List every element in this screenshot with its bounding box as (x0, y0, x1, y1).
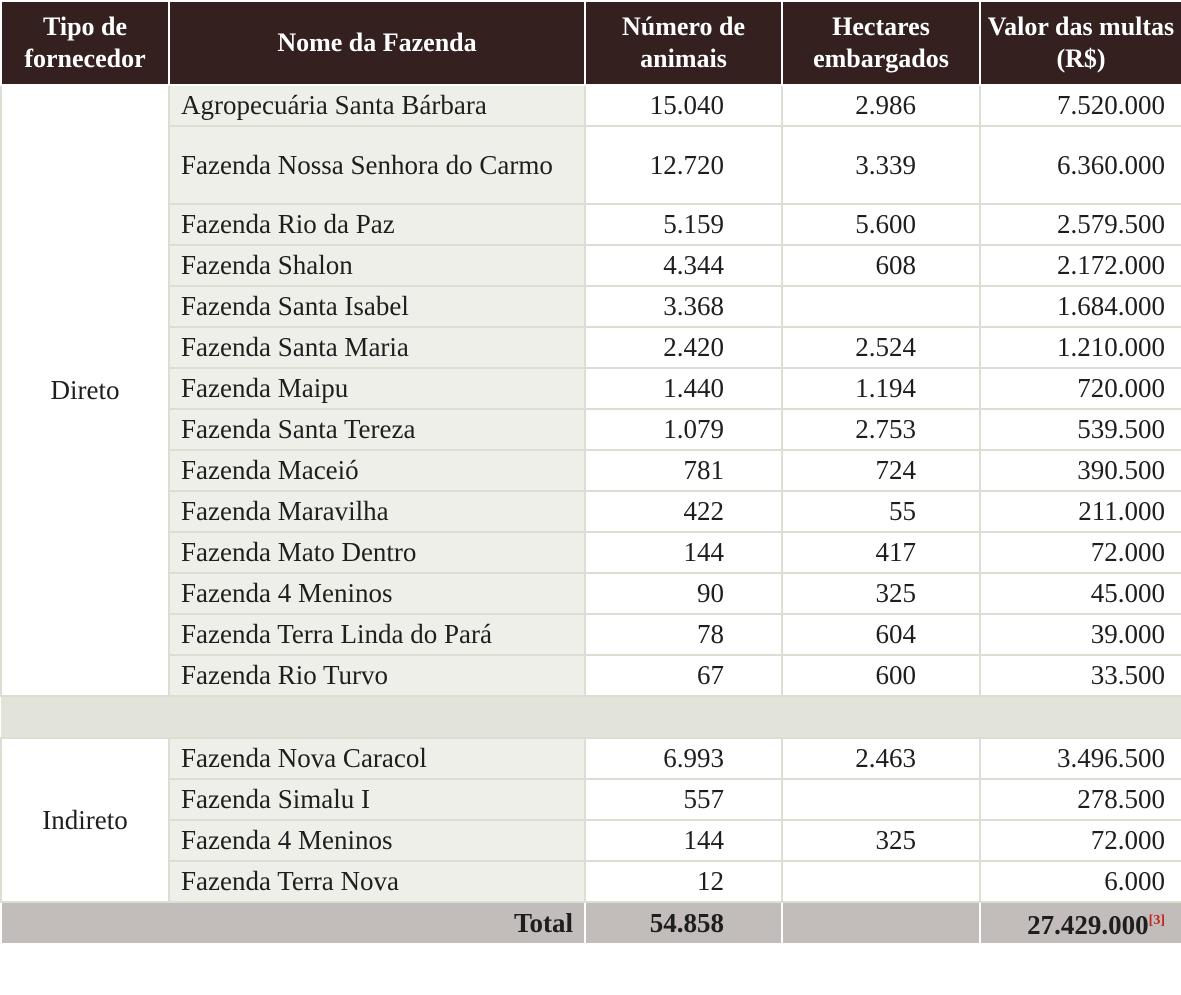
table-row (1, 614, 1181, 655)
farm-name-cell: Fazenda Mato Dentro (169, 532, 585, 573)
animals-cell: 557 (585, 779, 782, 820)
table-row (1, 286, 1181, 327)
header-supplier-type: Tipo de fornecedor (1, 1, 169, 85)
hectares-cell: 325 (782, 573, 980, 614)
animals-cell: 2.420 (585, 327, 782, 368)
farm-name-cell: Agropecuária Santa Bárbara (169, 85, 585, 126)
animals-cell: 422 (585, 491, 782, 532)
farm-name-cell: Fazenda Terra Linda do Pará (169, 614, 585, 655)
hectares-cell: 325 (782, 820, 980, 861)
animals-cell: 12.720 (585, 126, 782, 204)
fines-cell: 6.000 (980, 861, 1181, 902)
animals-cell: 6.993 (585, 738, 782, 779)
fines-cell: 278.500 (980, 779, 1181, 820)
farm-name-cell: Fazenda 4 Meninos (169, 573, 585, 614)
animals-cell: 144 (585, 820, 782, 861)
fines-cell: 1.210.000 (980, 327, 1181, 368)
fines-cell: 2.579.500 (980, 204, 1181, 245)
farm-name-cell: Fazenda 4 Meninos (169, 820, 585, 861)
fines-cell: 45.000 (980, 573, 1181, 614)
animals-cell: 1.079 (585, 409, 782, 450)
hectares-cell (782, 286, 980, 327)
hectares-cell: 5.600 (782, 204, 980, 245)
header-hectares: Hectares embargados (782, 1, 980, 85)
fines-cell: 720.000 (980, 368, 1181, 409)
table-row (1, 327, 1181, 368)
animals-cell: 1.440 (585, 368, 782, 409)
fines-cell: 33.500 (980, 655, 1181, 696)
supplier-type-cell: Direto (1, 85, 169, 696)
table-row (1, 655, 1181, 696)
animals-cell: 12 (585, 861, 782, 902)
fines-cell: 390.500 (980, 450, 1181, 491)
table-row (1, 450, 1181, 491)
total-hectares (782, 902, 980, 944)
table-row (1, 491, 1181, 532)
hectares-cell: 2.753 (782, 409, 980, 450)
hectares-cell: 600 (782, 655, 980, 696)
header-fines: Valor das multas (R$) (980, 1, 1181, 85)
animals-cell: 5.159 (585, 204, 782, 245)
total-animals: 54.858 (585, 902, 782, 944)
fines-cell: 211.000 (980, 491, 1181, 532)
farm-name-cell: Fazenda Rio da Paz (169, 204, 585, 245)
fines-cell: 72.000 (980, 532, 1181, 573)
table-row (1, 820, 1181, 861)
fines-cell: 3.496.500 (980, 738, 1181, 779)
animals-cell: 3.368 (585, 286, 782, 327)
total-label: Total (1, 902, 585, 944)
farm-name-cell: Fazenda Santa Maria (169, 327, 585, 368)
table-row (1, 779, 1181, 820)
table-row (1, 204, 1181, 245)
hectares-cell: 417 (782, 532, 980, 573)
header-row (1, 1, 1181, 85)
fines-cell: 539.500 (980, 409, 1181, 450)
hectares-cell: 2.463 (782, 738, 980, 779)
farm-name-cell: Fazenda Nova Caracol (169, 738, 585, 779)
hectares-cell: 604 (782, 614, 980, 655)
hectares-cell: 1.194 (782, 368, 980, 409)
table-body (1, 85, 1181, 944)
table-row (1, 573, 1181, 614)
animals-cell: 781 (585, 450, 782, 491)
total-fines-cell (980, 902, 1181, 944)
hectares-cell (782, 779, 980, 820)
farm-name-cell: Fazenda Santa Tereza (169, 409, 585, 450)
hectares-cell (782, 861, 980, 902)
hectares-cell: 3.339 (782, 126, 980, 204)
farm-name-cell: Fazenda Maipu (169, 368, 585, 409)
table-row (1, 245, 1181, 286)
animals-cell: 90 (585, 573, 782, 614)
total-fines: 27.429.000 (1027, 910, 1149, 940)
farm-name-cell: Fazenda Maceió (169, 450, 585, 491)
farm-name-cell: Fazenda Santa Isabel (169, 286, 585, 327)
farm-name-cell: Fazenda Shalon (169, 245, 585, 286)
hectares-cell: 724 (782, 450, 980, 491)
animals-cell: 144 (585, 532, 782, 573)
hectares-cell: 55 (782, 491, 980, 532)
fines-cell: 39.000 (980, 614, 1181, 655)
farm-name-cell: Fazenda Simalu I (169, 779, 585, 820)
hectares-cell: 608 (782, 245, 980, 286)
table-row (1, 368, 1181, 409)
table-row (1, 738, 1181, 779)
animals-cell: 78 (585, 614, 782, 655)
table-row (1, 861, 1181, 902)
animals-cell: 15.040 (585, 85, 782, 126)
fines-cell: 72.000 (980, 820, 1181, 861)
header-animals: Número de animais (585, 1, 782, 85)
farm-name-cell: Fazenda Maravilha (169, 491, 585, 532)
total-row (1, 902, 1181, 944)
table-row (1, 85, 1181, 126)
fines-cell: 6.360.000 (980, 126, 1181, 204)
farm-name-cell: Fazenda Terra Nova (169, 861, 585, 902)
animals-cell: 4.344 (585, 245, 782, 286)
farm-name-cell: Fazenda Nossa Senhora do Carmo (169, 126, 585, 204)
table-row (1, 126, 1181, 204)
group-separator (1, 696, 1181, 738)
hectares-cell: 2.524 (782, 327, 980, 368)
fines-cell: 7.520.000 (980, 85, 1181, 126)
fines-cell: 2.172.000 (980, 245, 1181, 286)
table-row (1, 409, 1181, 450)
supplier-type-cell: Indireto (1, 738, 169, 902)
animals-cell: 67 (585, 655, 782, 696)
separator-cell (1, 696, 1181, 738)
hectares-cell: 2.986 (782, 85, 980, 126)
fines-cell: 1.684.000 (980, 286, 1181, 327)
footnote-reference[interactable]: [3] (1148, 913, 1165, 928)
header-farm-name: Nome da Fazenda (169, 1, 585, 85)
table-row (1, 532, 1181, 573)
farm-name-cell: Fazenda Rio Turvo (169, 655, 585, 696)
